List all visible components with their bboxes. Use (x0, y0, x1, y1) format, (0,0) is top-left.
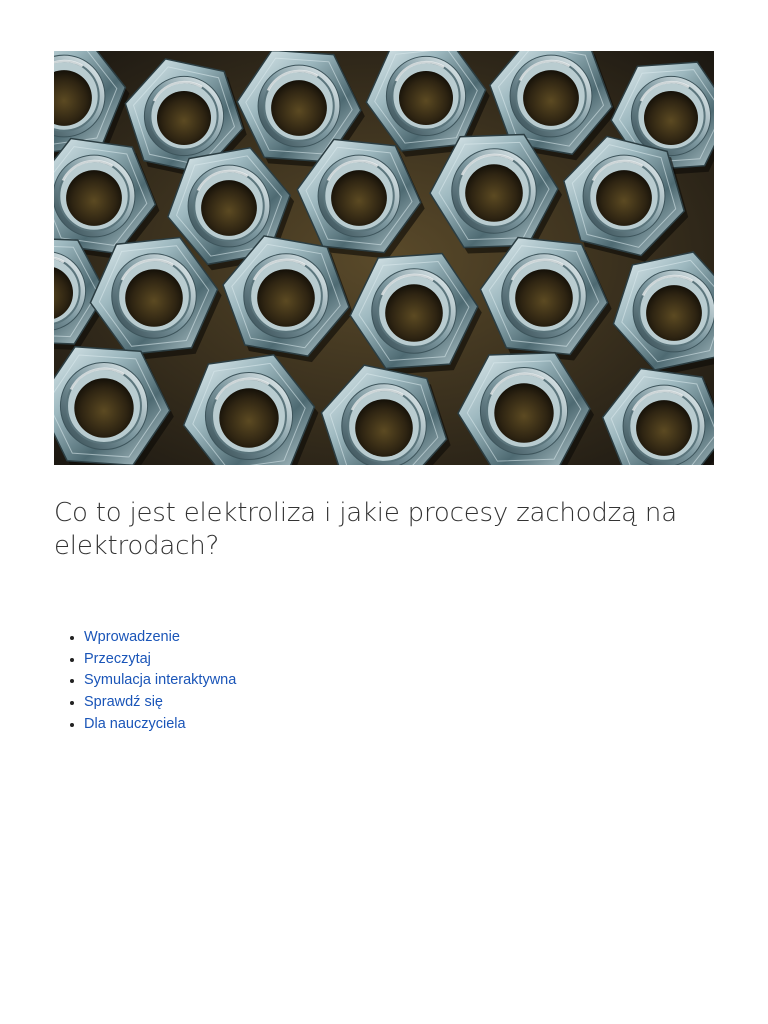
toc-link-sprawdz[interactable]: Sprawdź się (84, 694, 163, 711)
table-of-contents (54, 627, 236, 735)
hex-nuts-photo-icon (54, 51, 714, 465)
hero-image (54, 51, 714, 465)
toc-link-symulacja[interactable]: Symulacja interaktywna (84, 672, 237, 689)
toc-link-przeczytaj[interactable]: Przeczytaj (84, 650, 151, 667)
toc-item-wprowadzenie (84, 627, 236, 649)
page-title: Co to jest elektroliza i jakie procesy zachodzą na elektrodach? (54, 498, 677, 561)
toc-item-sprawdz (84, 692, 236, 714)
toc-item-symulacja (84, 670, 236, 692)
toc-link-dla-nauczyciela[interactable]: Dla nauczyciela (84, 715, 186, 732)
toc-link-wprowadzenie[interactable]: Wprowadzenie (84, 629, 180, 645)
toc-item-przeczytaj (84, 649, 236, 671)
toc-item-dla-nauczyciela (84, 714, 236, 736)
